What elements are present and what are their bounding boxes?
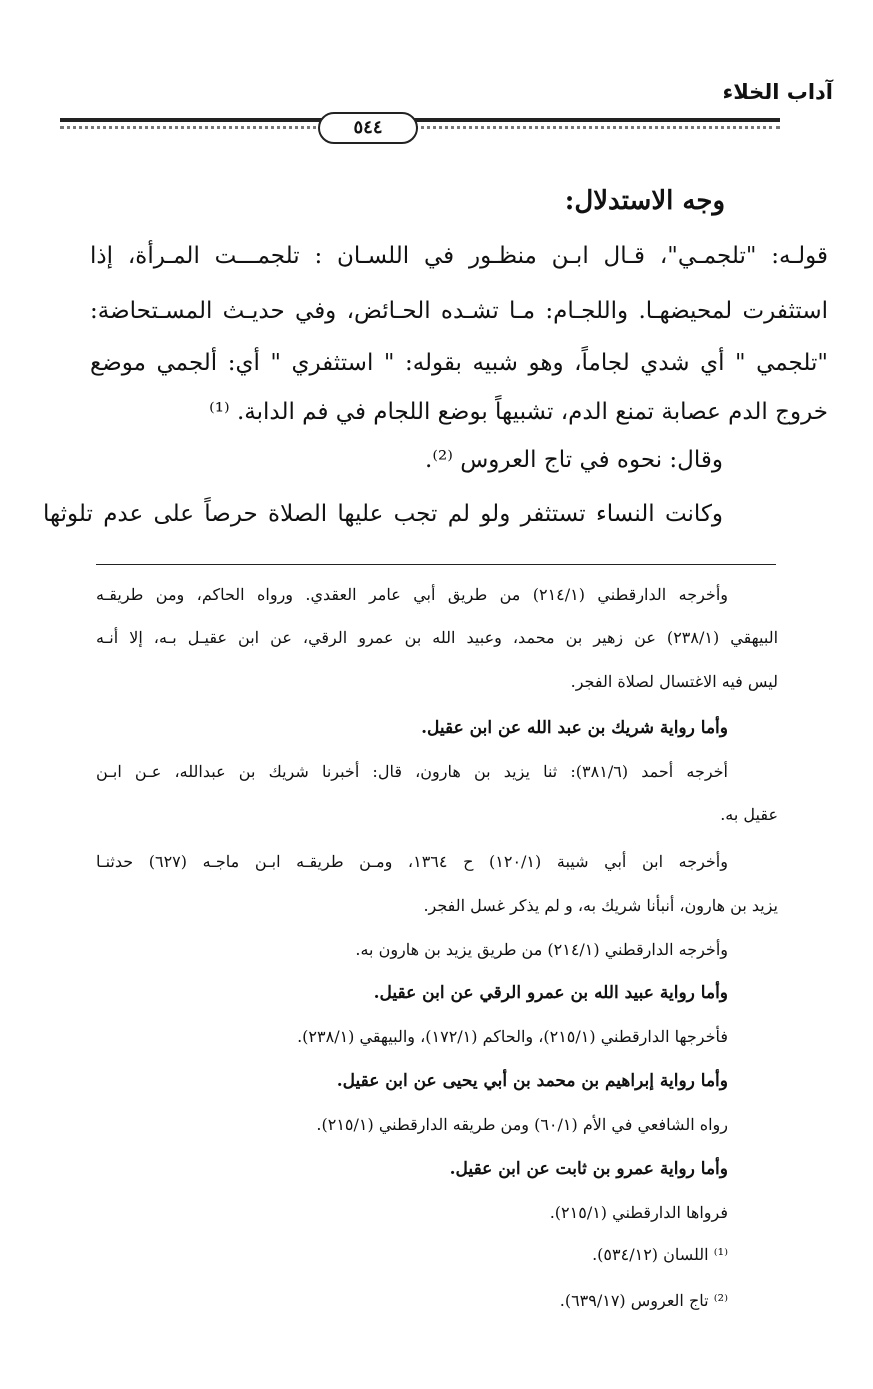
footnote-line: فرواها الدارقطني (٢١٥/١). xyxy=(549,1203,728,1222)
body-line: خروج الدم عصابة تمنع الدم، تشبيهاً بوضع اللجام في فم الدابة. ⁽¹⁾ xyxy=(209,399,828,425)
footnote-separator xyxy=(96,564,776,565)
running-title: آداب الخلاء xyxy=(722,80,833,104)
footnote-reference: ⁽²⁾ تاج العروس (٦٣٩/١٧). xyxy=(559,1291,728,1310)
body-line: وكانت النساء تستثفر ولو لم تجب عليها الصلاة حرصاً على عدم تلوثها xyxy=(43,501,723,527)
footnote-line: البيهقي (٢٣٨/١) عن زهير بن محمد، وعبيد الله بن عمرو الرقي، عن ابن عقيـل بـه، إلا أنـه xyxy=(96,628,779,647)
body-line: قولـه: "تلجمـي"، قـال ابـن منظـور في اللسـان : تلجمـــت المـرأة، إذا xyxy=(90,243,828,269)
footnote-subheading: وأما رواية إبراهيم بن محمد بن أبي يحيى عن ابن عقيل. xyxy=(336,1071,728,1091)
footnote-reference: ⁽¹⁾ اللسان (٥٣٤/١٢). xyxy=(592,1245,728,1264)
footnote-line: عقيل به. xyxy=(720,805,778,824)
header-rule xyxy=(60,118,780,122)
body-line: "تلجمي " أي شدي لجاماً، وهو شبيه بقوله: " استثفري " أي: ألجمي موضع xyxy=(90,350,828,376)
footnote-line: ليس فيه الاغتسال لصلاة الفجر. xyxy=(570,672,778,691)
footnote-subheading: وأما رواية عمرو بن ثابت عن ابن عقيل. xyxy=(449,1159,728,1179)
footnote-line: وأخرجه الدارقطني (٢١٤/١) من طريق أبي عامر العقدي. ورواه الحاكم، ومن طريقـه xyxy=(96,585,728,604)
footnote-line: أخرجه أحمد (٣٨١/٦): ثنا يزيد بن هارون، قال: أخبرنا شريك بن عبدالله، عـن ابـن xyxy=(96,762,729,781)
section-heading: وجه الاستدلال: xyxy=(564,186,725,216)
footnote-subheading: وأما رواية عبيد الله بن عمرو الرقي عن ابن عقيل. xyxy=(373,983,728,1003)
body-line: استثفرت لمحيضهـا. واللجـام: مـا تشـده الحـائض، وفي حديـث المسـتحاضة: xyxy=(90,298,828,324)
footnote-line: فأخرجها الدارقطني (٢١٥/١)، والحاكم (١٧٢/١)، والبيهقي (٢٣٨/١). xyxy=(297,1027,728,1046)
footnote-line: وأخرجه ابن أبي شيبة (١٢٠/١) ح ١٣٦٤، ومـن طريقـه ابـن ماجـه (٦٢٧) حدثنـا xyxy=(96,852,728,871)
body-line: وقال: نحوه في تاج العروس ⁽²⁾. xyxy=(425,447,723,473)
footnote-line: رواه الشافعي في الأم (٦٠/١) ومن طريقه الدارقطني (٢١٥/١). xyxy=(316,1115,728,1134)
header-dotted-rule xyxy=(60,126,780,129)
footnote-line: وأخرجه الدارقطني (٢١٤/١) من طريق يزيد بن هارون به. xyxy=(355,940,728,959)
footnote-line: يزيد بن هارون، أنبأنا شريك به، و لم يذكر غسل الفجر. xyxy=(423,896,778,915)
footnote-subheading: وأما رواية شريك بن عبد الله عن ابن عقيل. xyxy=(421,718,728,738)
page-number: ٥٤٤ xyxy=(318,112,418,144)
